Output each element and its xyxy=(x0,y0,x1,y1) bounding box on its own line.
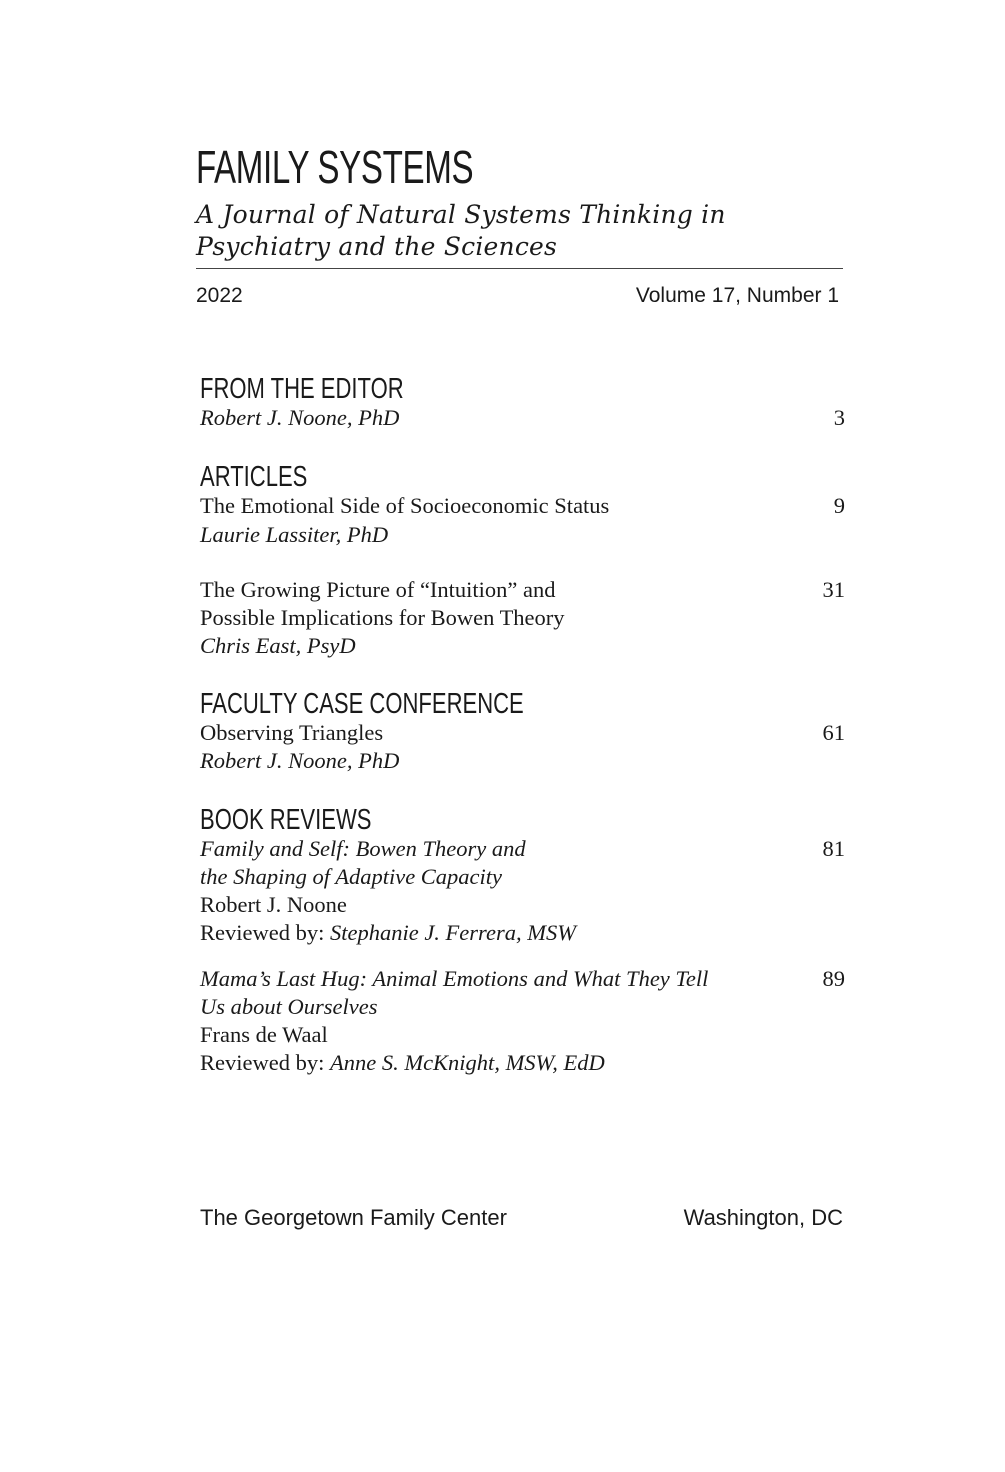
editor-page-number: 3 xyxy=(833,405,845,430)
editor-author: Robert J. Noone, PhD xyxy=(200,405,400,430)
publisher-name: The Georgetown Family Center xyxy=(200,1205,507,1230)
article-2-author: Chris East, PsyD xyxy=(200,633,356,658)
book-review-2-title-line2: Us about Ourselves xyxy=(200,994,378,1019)
book-review-2-title-line1: Mama’s Last Hug: Animal Emotions and What They Tell xyxy=(200,966,709,991)
article-1-title: The Emotional Side of Socioeconomic Status xyxy=(200,493,610,518)
case-conference-author: Robert J. Noone, PhD xyxy=(200,748,400,773)
publisher-location: Washington, DC xyxy=(683,1205,843,1230)
book-review-2-page-number: 89 xyxy=(822,966,845,991)
reviewed-by-label: Reviewed by: xyxy=(200,1050,330,1075)
publication-year: 2022 xyxy=(196,284,243,307)
volume-number: Volume 17, Number 1 xyxy=(635,284,839,307)
section-heading-from-the-editor: FROM THE EDITOR xyxy=(200,373,404,405)
book-review-1-title-line2: the Shaping of Adaptive Capacity xyxy=(200,864,503,889)
article-2-title-line1: The Growing Picture of “Intuition” and xyxy=(200,577,556,602)
header-divider xyxy=(196,268,843,269)
book-review-2-reviewer-line xyxy=(200,1050,605,1076)
reviewed-by-label: Reviewed by: xyxy=(200,920,330,945)
journal-subtitle-line2: Psychiatry and the Sciences xyxy=(196,232,558,261)
article-2-page-number: 31 xyxy=(822,577,845,602)
book-review-1-title-line1: Family and Self: Bowen Theory and xyxy=(200,836,526,861)
section-heading-book-reviews: BOOK REVIEWS xyxy=(200,804,372,836)
journal-subtitle-line1: A Journal of Natural Systems Thinking in xyxy=(196,200,726,229)
case-conference-page-number: 61 xyxy=(822,720,845,745)
journal-title: FAMILY SYSTEMS xyxy=(196,141,474,193)
section-heading-articles: ARTICLES xyxy=(200,461,308,493)
article-1-author: Laurie Lassiter, PhD xyxy=(200,522,389,547)
article-1-page-number: 9 xyxy=(833,493,845,518)
book-review-2-reviewer: Anne S. McKnight, MSW, EdD xyxy=(329,1050,605,1075)
section-heading-faculty-case-conference: FACULTY CASE CONFERENCE xyxy=(200,688,524,720)
book-review-1-reviewer-line xyxy=(200,920,576,946)
book-review-1-reviewer: Stephanie J. Ferrera, MSW xyxy=(329,920,576,945)
book-review-2-book-author: Frans de Waal xyxy=(200,1022,328,1047)
book-review-1-page-number: 81 xyxy=(822,836,845,861)
case-conference-title: Observing Triangles xyxy=(200,720,384,745)
article-2-title-line2: Possible Implications for Bowen Theory xyxy=(200,605,565,630)
book-review-1-book-author: Robert J. Noone xyxy=(200,892,347,917)
